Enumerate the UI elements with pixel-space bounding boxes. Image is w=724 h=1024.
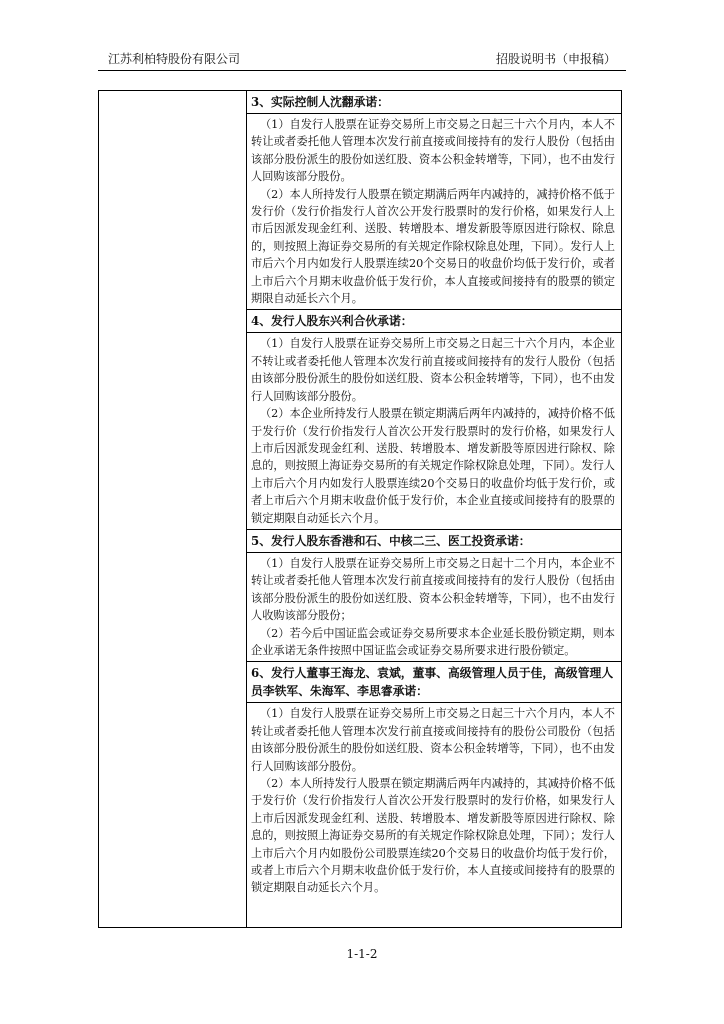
page-header xyxy=(98,50,626,68)
section-heading: 4、发行人股东兴利合伙承诺： xyxy=(247,310,621,333)
paragraph: （1）自发行人股票在证券交易所上市交易之日起三十六个月内，本企业不转让或者委托他人管理本次发行前直接或间接持有的发行人股份（包括由该部分股份派生的股份如送红股、资本公积金转增等，下同），也不由发行人回购该部分股份。 xyxy=(251,337,615,403)
section-heading: 6、发行人董事王海龙、袁斌，董事、高级管理人员于佳，高级管理人员李铁军、朱海军、李思睿承诺： xyxy=(247,662,621,703)
section-body xyxy=(247,114,621,309)
commitment-section-controller xyxy=(247,91,621,310)
section-body xyxy=(247,703,621,898)
commitment-table xyxy=(98,90,622,928)
commitment-section-directors xyxy=(247,662,621,898)
commitment-section-xingli xyxy=(247,310,621,529)
document-title: 招股说明书（申报稿） xyxy=(495,52,616,66)
table-right-column xyxy=(247,91,621,927)
paragraph: （1）自发行人股票在证券交易所上市交易之日起十二个月内，本企业不转让或者委托他人管理本次发行前直接或间接持有的发行人股份（包括由该部分股份派生的股份如送红股、资本公积金转增等，下同），也不由发行人收购该部分股份； xyxy=(251,556,615,623)
section-heading: 5、发行人股东香港和石、中核二三、医工投资承诺： xyxy=(247,530,621,553)
table-left-column xyxy=(99,91,247,927)
paragraph: （1）自发行人股票在证券交易所上市交易之日起三十六个月内，本人不转让或者委托他人管理本次发行前直接或间接持有的发行人股份（包括由该部分股份派生的股份如送红股、资本公积金转增等，下同），也不由发行人回购该部分股份。 xyxy=(251,118,615,184)
page-number: 1-1-2 xyxy=(346,947,378,961)
paragraph: （2）本人所持发行人股票在锁定期满后两年内减持的，其减持价格不低于发行价（发行价指发行人首次公开发行股票时的发行价格，如果发行人上市后因派发现金红利、送股、转增股本、增发新股等原因进行除权、除息的，则按照上海证券交易所的有关规定作除权除息处理，下同）；发行人上市后六个月内如股份公司股票连续20个交易日的收盘价均低于发行价，或者上市后六个月期末收盘价低于发行价，本人直接或间接持有的股票的锁定期限自动延长六个月。 xyxy=(251,777,615,895)
paragraph: （2）本人所持发行人股票在锁定期满后两年内减持的，减持价格不低于发行价（发行价指发行人首次公开发行股票时的发行价格，如果发行人上市后因派发现金红利、送股、转增股本、增发新股等原因进行除权、除息的，则按照上海证券交易所的有关规定作除权除息处理，下同）。发行人上市后六个月内如发行人股票连续20个交易日的收盘价均低于发行价，或者上市后六个月期末收盘价低于发行价，本人直接或间接持有的股票的锁定期限自动延长六个月。 xyxy=(251,187,615,306)
paragraph: （2）若今后中国证监会或证券交易所要求本企业延长股份锁定期，则本企业承诺无条件按照中国证监会或证券交易所要求进行股份锁定。 xyxy=(251,626,615,657)
company-name: 江苏利柏特股份有限公司 xyxy=(108,52,241,66)
section-heading: 3、实际控制人沈翻承诺： xyxy=(247,91,621,114)
header-divider xyxy=(98,70,626,71)
paragraph: （1）自发行人股票在证券交易所上市交易之日起三十六个月内，本人不转让或者委托他人管理本次发行前直接或间接持有的股份公司股份（包括由该部分股份派生的股份如送红股、资本公积金转增等，下同），也不由发行人回购该部分股份。 xyxy=(251,707,615,773)
section-body xyxy=(247,333,621,528)
paragraph: （2）本企业所持发行人股票在锁定期满后两年内减持的，减持价格不低于发行价（发行价指发行人首次公开发行股票时的发行价格，如果发行人上市后因派发现金红利、送股、转增股本、增发新股等原因进行除权、除息的，则按照上海证券交易所的有关规定作除权除息处理，下同）。发行人上市后六个月内如发行人股票连续20个交易日的收盘价均低于发行价，或者上市后六个月期末收盘价低于发行价，本企业直接或间接持有的股票的锁定期限自动延长六个月。 xyxy=(251,407,615,525)
section-body xyxy=(247,553,621,661)
commitment-section-shareholders xyxy=(247,530,621,662)
